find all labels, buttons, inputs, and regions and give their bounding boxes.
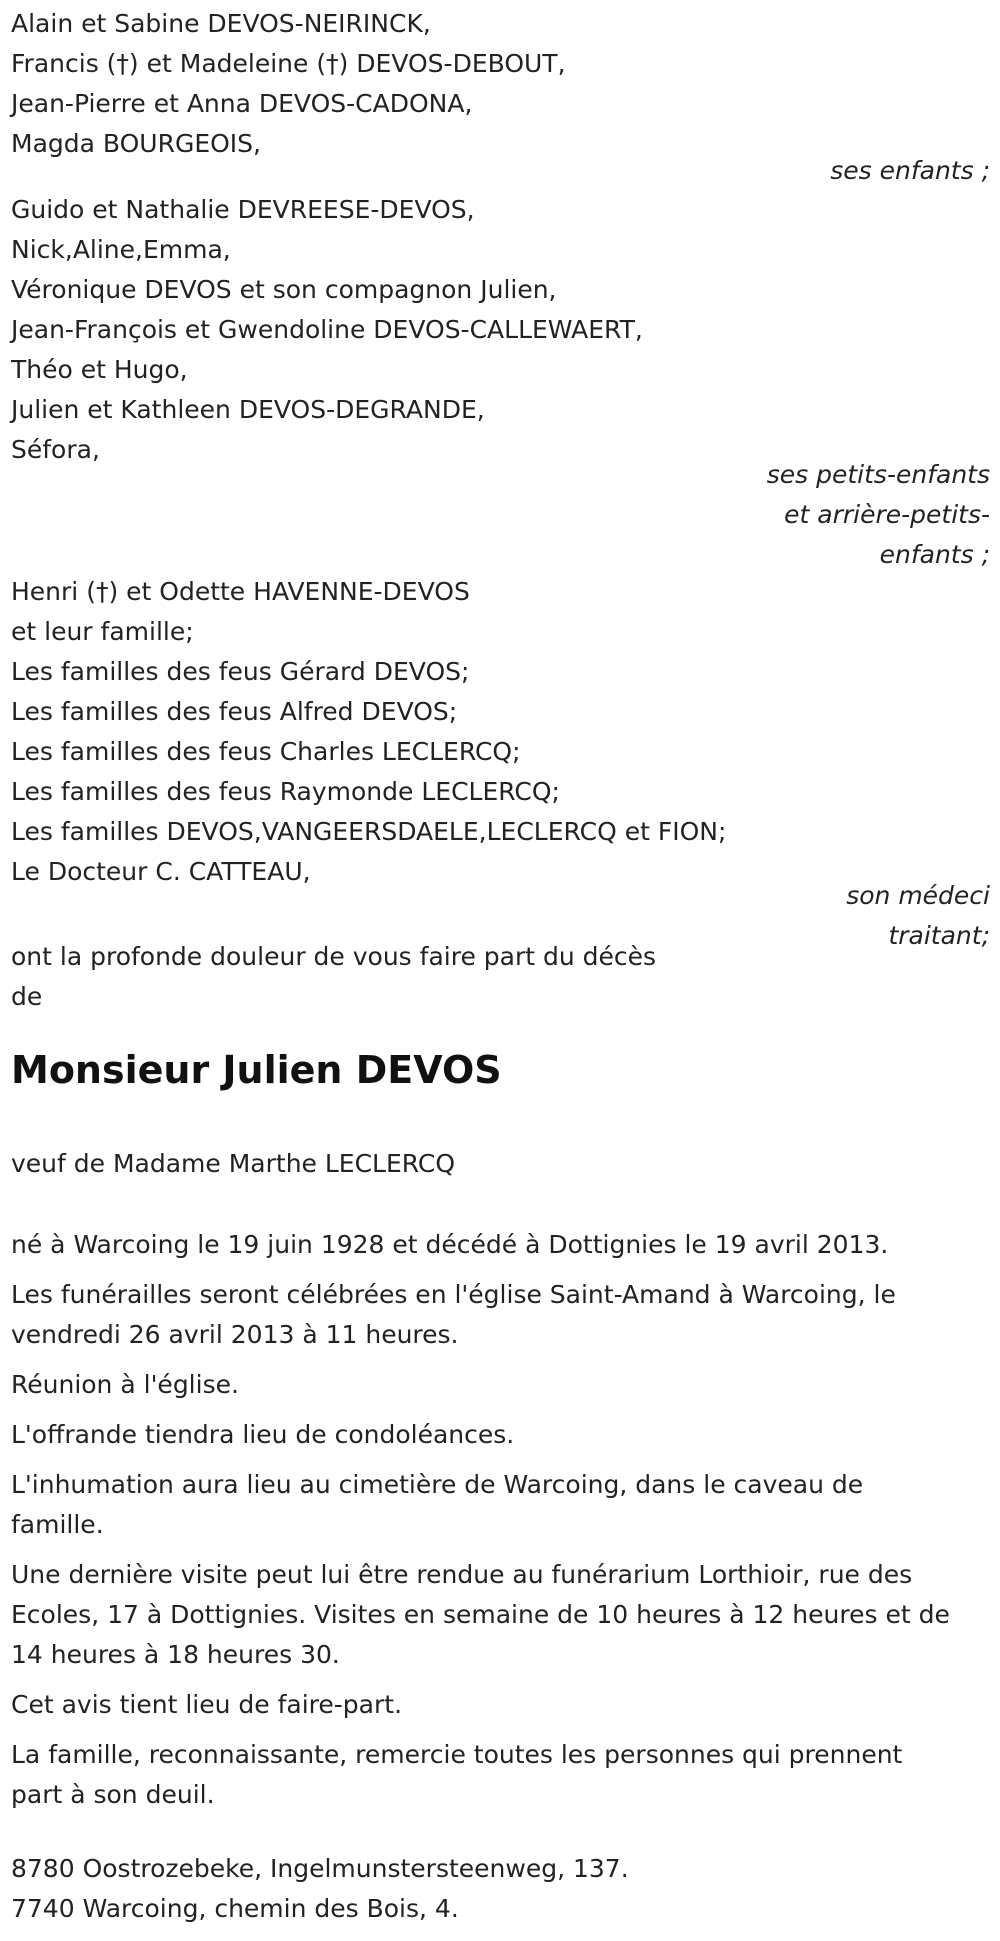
grandchildren-line: Jean-François et Gwendoline DEVOS-CALLEWAERT, <box>11 315 643 344</box>
family-line: Les familles des feus Charles LECLERCQ; <box>11 737 521 766</box>
family-line: Les familles des feus Gérard DEVOS; <box>11 657 470 686</box>
family-line: Le Docteur C. CATTEAU, <box>11 857 311 886</box>
family-line: Les familles DEVOS,VANGEERSDAELE,LECLERCQ et FION; <box>11 817 727 846</box>
family-list <box>11 572 991 892</box>
grandchildren-role: ses petits-enfants et arrière-petits- enfants ; <box>766 460 990 569</box>
funeral-paragraph: Les funérailles seront célébrées en l'église Saint-Amand à Warcoing, le vendredi 26 avril 2013 à 11 heures. <box>11 1280 896 1349</box>
children-line: Magda BOURGEOIS, <box>11 129 261 158</box>
family-line: Les familles des feus Raymonde LECLERCQ; <box>11 777 560 806</box>
grandchildren-list <box>11 190 991 470</box>
reunion-paragraph: Réunion à l'église. <box>11 1370 239 1399</box>
children-list <box>11 4 991 164</box>
family-line: Henri (†) et Odette HAVENNE-DEVOS <box>11 577 470 606</box>
notice-paragraph: Cet avis tient lieu de faire-part. <box>11 1690 403 1719</box>
children-line: Jean-Pierre et Anna DEVOS-CADONA, <box>11 89 473 118</box>
doctor-role: son médeci traitant; <box>846 881 990 950</box>
birth-death-paragraph: né à Warcoing le 19 juin 1928 et décédé à Dottignies le 19 avril 2013. <box>11 1230 889 1259</box>
thanks-paragraph: La famille, reconnaissante, remercie toutes les personnes qui prennent part à son deuil. <box>11 1740 903 1809</box>
details <box>11 1225 991 1815</box>
widower-of: veuf de Madame Marthe LECLERCQ <box>11 1149 456 1178</box>
grandchildren-line: Guido et Nathalie DEVREESE-DEVOS, <box>11 195 475 224</box>
announcement: ont la profonde douleur de vous faire part du décès de <box>11 942 657 1011</box>
address-line: 7740 Warcoing, chemin des Bois, 4. <box>11 1894 459 1923</box>
burial-paragraph: L'inhumation aura lieu au cimetière de Warcoing, dans le caveau de famille. <box>11 1470 864 1539</box>
children-role: ses enfants ; <box>830 156 990 185</box>
family-line: Les familles des feus Alfred DEVOS; <box>11 697 458 726</box>
visit-paragraph: Une dernière visite peut lui être rendue au funérarium Lorthioir, rue des Ecoles, 17 à Dottignies. Visites en semaine de 10 heures à 12 heures et de 14 heures à 18 heures 30. <box>11 1560 950 1669</box>
addresses <box>11 1849 991 1929</box>
grandchildren-line: Nick,Aline,Emma, <box>11 235 231 264</box>
offering-paragraph: L'offrande tiendra lieu de condoléances. <box>11 1420 515 1449</box>
deceased-name: Monsieur Julien DEVOS <box>11 1048 502 1092</box>
grandchildren-line: Julien et Kathleen DEVOS-DEGRANDE, <box>11 395 485 424</box>
grandchildren-line: Théo et Hugo, <box>11 355 188 384</box>
address-line: 8780 Oostrozebeke, Ingelmunstersteenweg, 137. <box>11 1854 629 1883</box>
children-line: Francis (†) et Madeleine (†) DEVOS-DEBOUT, <box>11 49 566 78</box>
family-line: et leur famille; <box>11 617 194 646</box>
children-line: Alain et Sabine DEVOS-NEIRINCK, <box>11 9 431 38</box>
grandchildren-line: Véronique DEVOS et son compagnon Julien, <box>11 275 557 304</box>
grandchildren-line: Séfora, <box>11 435 100 464</box>
